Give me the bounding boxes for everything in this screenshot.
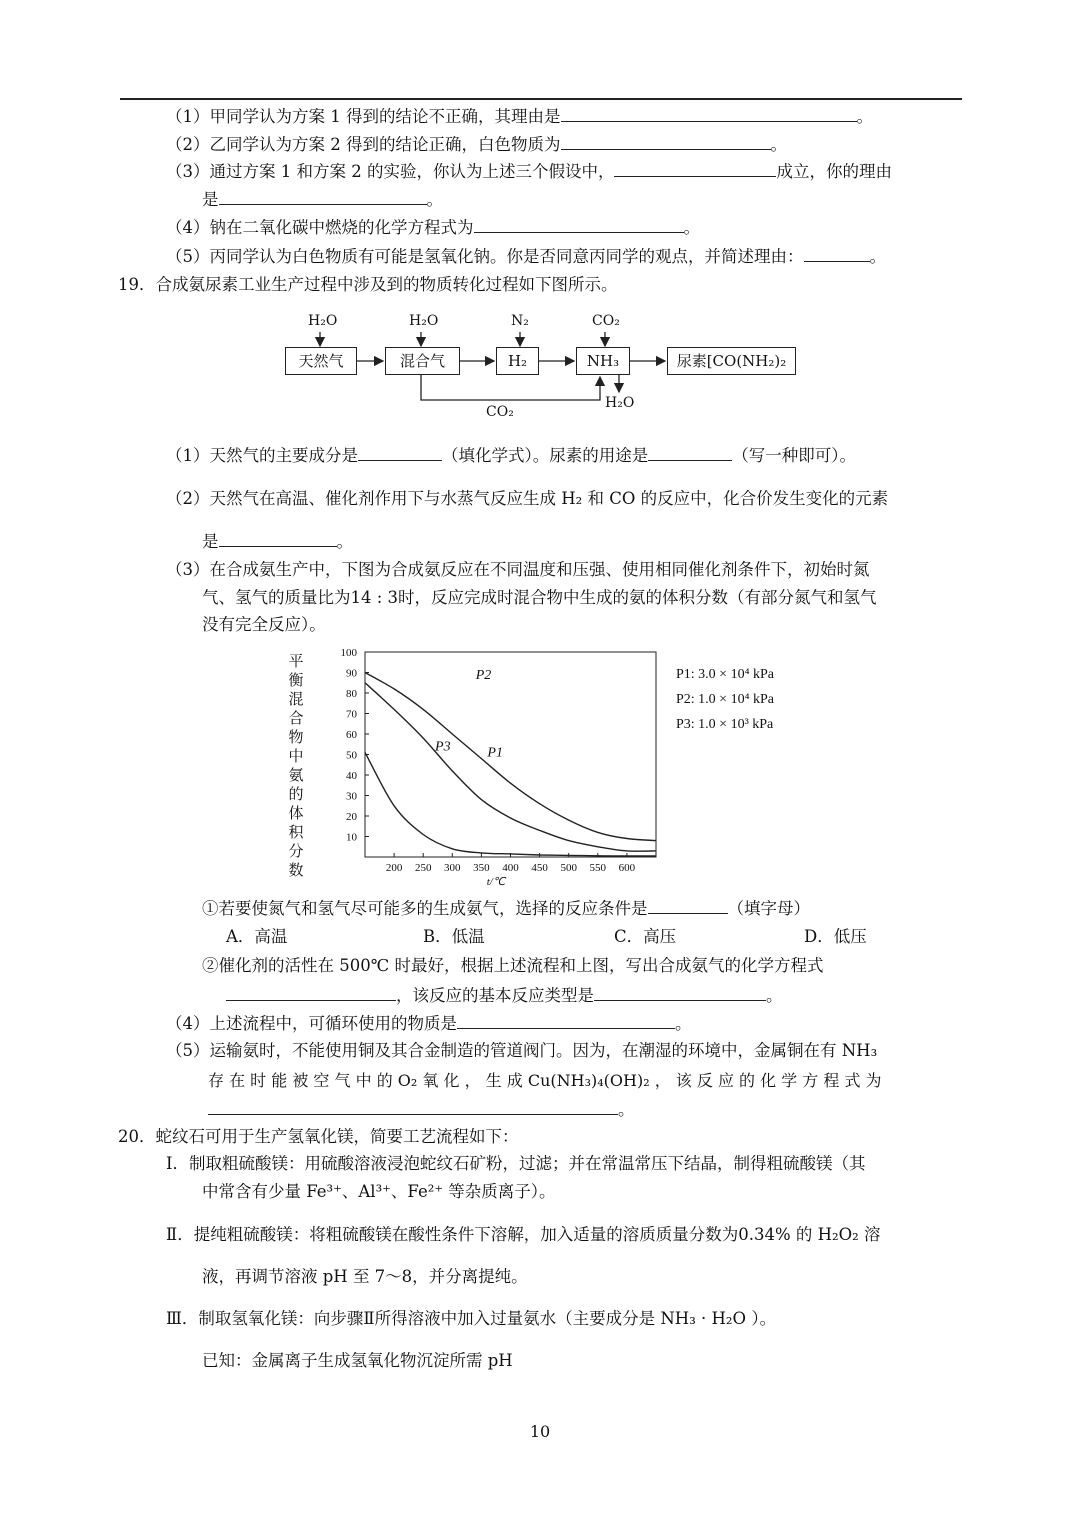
option-a[interactable]: A．高温: [226, 927, 288, 946]
y-tick-label: 50: [346, 749, 357, 762]
flow-loop-co2: CO₂: [486, 404, 514, 420]
q19-part-2: （2）天然气在高温、催化剂作用下与水蒸气反应生成 H₂ 和 CO 的反应中，化合价发生变化的元素: [166, 489, 889, 508]
q18-item-3: （3）通过方案 1 和方案 2 的实验，你认为上述三个假设中， 成立，你的理由: [166, 162, 892, 181]
x-tick-label: 450: [531, 862, 548, 874]
q19-part-4: （4）上述流程中，可循环使用的物质是 。: [166, 1014, 692, 1033]
answer-blank[interactable]: [208, 1098, 618, 1115]
legend-p3: P3: 1.0 × 10³ kPa: [676, 717, 774, 732]
y-tick-label: 100: [340, 647, 357, 659]
option-b[interactable]: B．低温: [423, 927, 485, 946]
chart-frame: [365, 652, 656, 857]
flow-input-h2o-2: H₂O: [409, 313, 439, 329]
answer-blank[interactable]: [594, 984, 766, 1001]
q19-part-3-line1: （3）在合成氨生产中，下图为合成氨反应在不同温度和压强、使用相同催化剂条件下，初始时氮: [166, 560, 870, 579]
x-tick-label: 200: [385, 862, 403, 874]
legend-p2: P2: 1.0 × 10⁴ kPa: [676, 692, 774, 707]
series-label-p3: P3: [435, 739, 451, 755]
q19-part-5-line3: 。: [208, 1098, 635, 1121]
q19-sub-2: ②催化剂的活性在 500℃ 时最好，根据上述流程和上图，写出合成氨气的化学方程式: [202, 956, 824, 975]
y-tick-label: 60: [346, 729, 357, 741]
x-tick-label: 550: [589, 862, 607, 874]
flow-input-h2o-1: H₂O: [308, 313, 338, 329]
answer-blank[interactable]: [226, 984, 396, 1001]
answer-blank[interactable]: [457, 1012, 675, 1029]
q19-part-3-line2: 气、氢气的质量比为14 : 3时，反应完成时混合物中生成的氨的体积分数（有部分氮气和氢气: [202, 588, 877, 607]
y-tick-label: 10: [346, 831, 357, 844]
x-tick-label: 400: [502, 862, 519, 874]
flow-output-h2o: H₂O: [605, 395, 635, 411]
x-tick-label: 600: [618, 862, 636, 874]
q19-part-3-line3: 没有完全反应）。: [202, 615, 326, 634]
y-tick-label: 90: [346, 667, 357, 680]
page-number: 10: [529, 1422, 551, 1441]
flow-node-h2: H₂: [496, 347, 539, 375]
q19-part-2-cont: 是 。: [202, 532, 353, 551]
x-tick-label: 350: [473, 862, 490, 874]
series-line-p1: [365, 673, 656, 841]
q20-step-3: Ⅲ．制取氢氧化镁：向步骤Ⅱ所得溶液中加入过量氨水（主要成分是 NH₃ · H₂O ）。: [166, 1309, 777, 1328]
q18-item-5: （5）丙同学认为白色物质有可能是氢氧化钠。你是否同意丙同学的观点，并简述理由： 。: [166, 247, 886, 266]
q18-item-2: （2）乙同学认为方案 2 得到的结论正确，白色物质为 。: [166, 135, 787, 154]
q18-item-3-cont: 是 。: [202, 190, 443, 209]
option-c[interactable]: C．高压: [614, 927, 677, 946]
q20-step-1-line2: 中常含有少量 Fe³⁺、Al³⁺、Fe²⁺ 等杂质离子）。: [202, 1182, 556, 1201]
q20-step-1-line1: Ⅰ．制取粗硫酸镁：用硫酸溶液浸泡蛇纹石矿粉，过滤；并在常温常压下结晶，制得粗硫酸镁（其: [166, 1154, 866, 1173]
q20-stem: 20．蛇纹石可用于生产氢氧化镁，简要工艺流程如下：: [118, 1127, 519, 1146]
q19-sub-1: ①若要使氮气和氢气尽可能多的生成氨气，选择的反应条件是 （填字母）: [202, 899, 810, 918]
flow-node-mixed-gas: 混合气: [385, 347, 460, 375]
series-label-p1: P1: [487, 745, 503, 761]
q19-stem: 19．合成氨尿素工业生产过程中涉及到的物质转化过程如下图所示。: [118, 275, 618, 294]
chart-ylabel: 平衡混合物中氨的体积分数: [288, 652, 304, 879]
q18-item-1: （1）甲同学认为方案 1 得到的结论不正确，其理由是 。: [166, 107, 873, 126]
option-d[interactable]: D．低压: [804, 927, 867, 946]
flow-node-natural-gas: 天然气: [285, 347, 357, 375]
q19-part-5-line2: 存 在 时 能 被 空 气 中 的 O₂ 氧 化 ， 生 成 Cu(NH₃)₄(OH)₂ ， 该 反 应 的 化 学 方 程 式 为: [208, 1071, 882, 1090]
y-tick-label: 30: [346, 790, 357, 803]
x-tick-label: 250: [414, 862, 432, 874]
answer-blank[interactable]: [648, 897, 728, 914]
q19-part-1: （1）天然气的主要成分是 （填化学式）。尿素的用途是 （写一种即可）。: [166, 446, 856, 465]
flow-node-nh3: NH₃: [576, 347, 630, 375]
q18-item-4: （4）钠在二氧化碳中燃烧的化学方程式为 。: [166, 218, 700, 237]
q20-known: 已知：金属离子生成氢氧化物沉淀所需 pH: [202, 1351, 513, 1370]
x-tick-label: 500: [560, 862, 577, 874]
flow-node-urea: 尿素[CO(NH₂)₂: [667, 347, 796, 375]
q19-sub-2-cont: ，该反应的基本反应类型是 。: [226, 984, 783, 1007]
y-tick-label: 20: [346, 811, 357, 823]
series-line-p2: [365, 683, 656, 851]
flow-input-co2: CO₂: [592, 313, 620, 329]
legend-p1: P1: 3.0 × 10⁴ kPa: [676, 667, 774, 682]
q20-step-2-line2: 液，再调节溶液 pH 至 7～8，并分离提纯。: [202, 1267, 528, 1286]
q20-step-2-line1: Ⅱ．提纯粗硫酸镁：将粗硫酸镁在酸性条件下溶解，加入适量的溶质质量分数为0.34% 的 H₂O₂ 溶: [166, 1225, 881, 1244]
x-tick-label: 300: [444, 862, 461, 874]
flow-input-n2: N₂: [511, 313, 529, 329]
y-tick-label: 70: [346, 708, 357, 721]
series-line-p3: [365, 752, 656, 856]
y-tick-label: 80: [346, 688, 357, 700]
chart-xlabel: t/℃: [486, 876, 506, 888]
series-label-p2: P2: [475, 667, 492, 683]
y-tick-label: 40: [346, 770, 357, 782]
q19-part-5-line1: （5）运输氨时，不能使用铜及其合金制造的管道阀门。因为，在潮湿的环境中，金属铜在有 NH₃: [166, 1041, 878, 1060]
